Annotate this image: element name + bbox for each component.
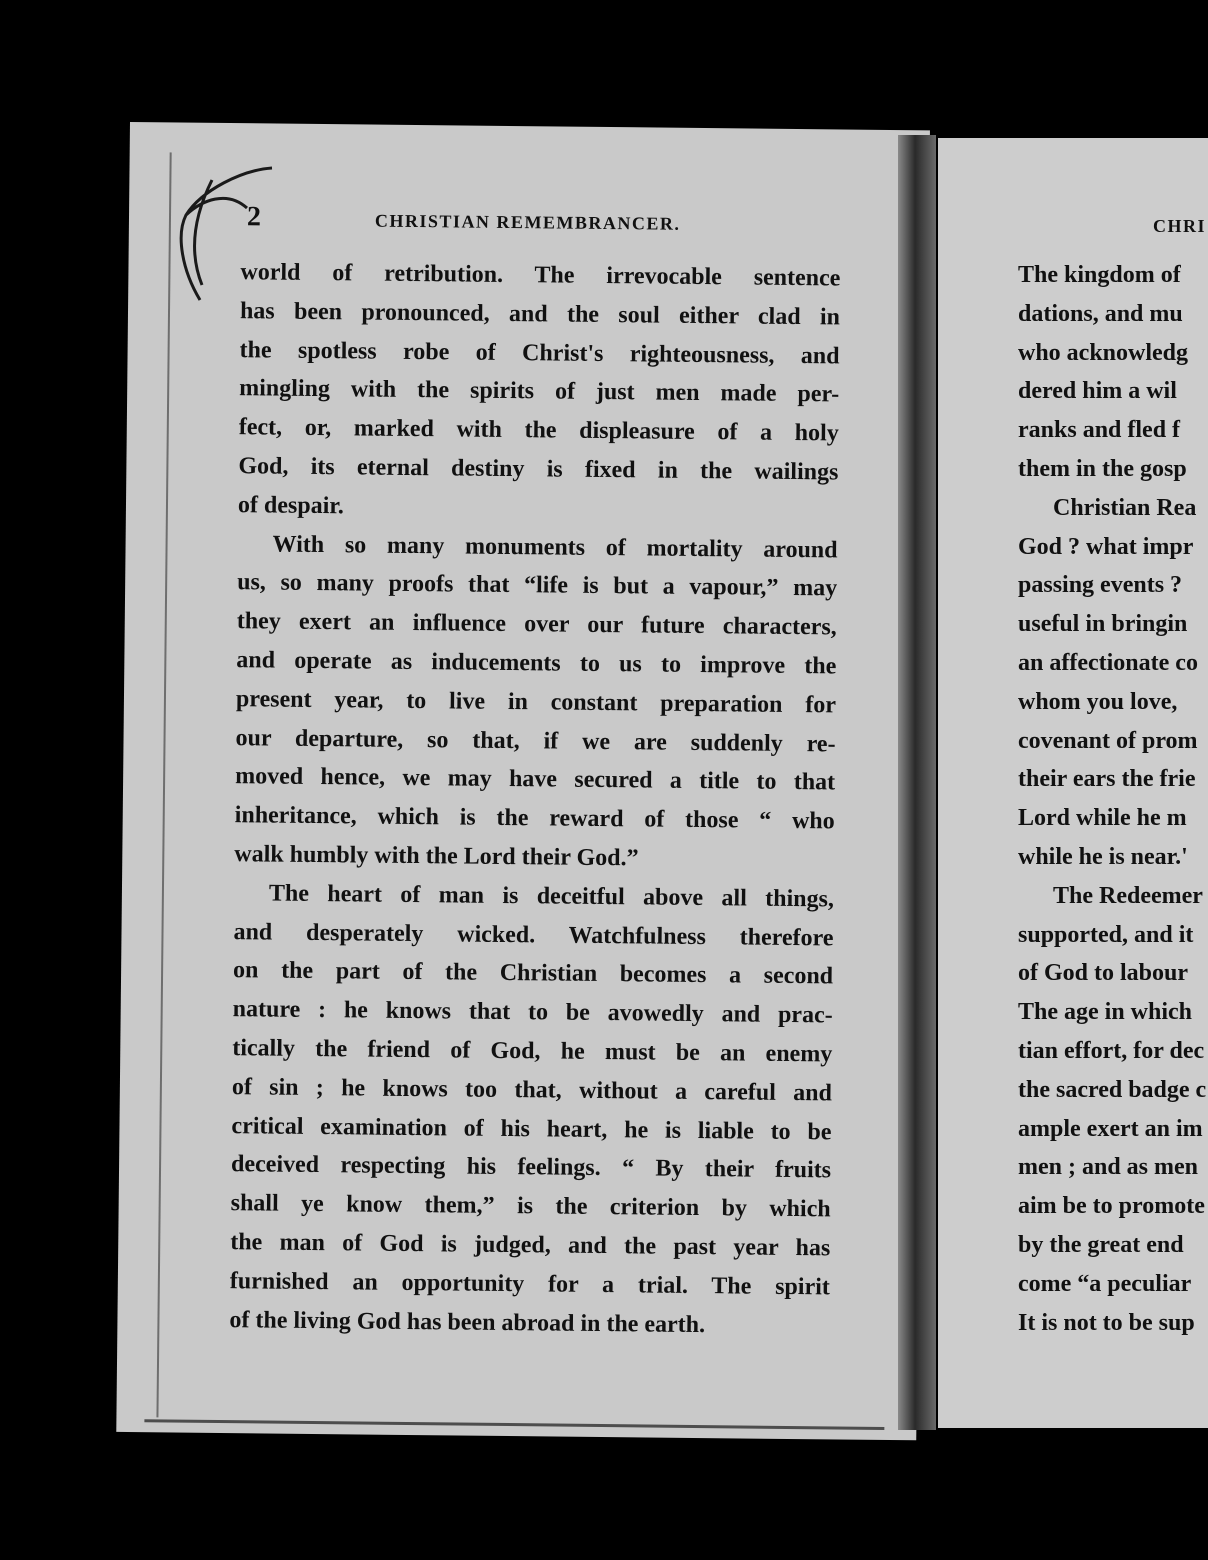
text-line: walk humbly with the Lord their God.” [234,841,639,872]
text-line: God, its eternal destiny is fixed in the wailings [238,453,839,486]
book-gutter [898,135,936,1430]
right-page [938,138,1208,1428]
text-line: by the great end [1018,1231,1184,1258]
page-margin-line [156,152,171,1417]
body-text [229,253,840,1346]
text-line: aim be to promote [1018,1193,1205,1220]
page-bottom-edge [144,1419,884,1430]
text-line: the spotless robe of Christ's righteousness, and [239,336,840,370]
text-line: an affectionate co [1018,649,1198,676]
left-page [116,122,930,1440]
text-line: the sacred badge c [1018,1076,1207,1103]
text-line: tically the friend of God, he must be an enemy [232,1035,833,1068]
right-running-head: CHRI [1153,216,1207,236]
text-line: on the part of the Christian becomes a second [232,957,834,990]
page-header [247,201,937,242]
text-line: whom you love, [1018,688,1178,715]
text-line: our departure, so that, if we are suddenly re- [235,724,836,757]
page-number: 2 [246,201,262,233]
text-line: while he is near.' [1018,843,1188,870]
text-line: moved hence, we may have secured a title to that [235,763,836,796]
text-line: shall ye know them,” is the criterion by which [230,1190,831,1223]
text-line: Christian Rea [1053,494,1197,521]
text-line: The heart of man is deceitful above all things, [268,880,835,913]
text-line: supported, and it [1018,921,1194,948]
text-line: dered him a wil [1018,378,1177,405]
text-line: With so many monuments of mortality around [272,531,838,564]
text-line: inheritance, which is the reward of those “ who [234,802,835,835]
text-line: useful in bringin [1018,611,1188,638]
text-line: The Redeemer [1053,882,1203,909]
text-line: The kingdom of [1018,262,1181,288]
text-line: nature : he knows that to be avowedly and prac- [232,996,833,1029]
text-line: men ; and as men [1018,1154,1199,1181]
text-line: of God to labour [1018,960,1189,987]
text-line: us, so many proofs that “life is but a vapour,” may [237,569,838,602]
text-line: and operate as inducements to us to improve the [236,647,837,680]
text-line: come “a peculiar [1018,1270,1192,1297]
text-line: covenant of prom [1018,727,1198,754]
text-line: deceived respecting his feelings. “ By their fruits [230,1151,832,1184]
text-line: and desperately wicked. Watchfulness therefore [233,918,834,951]
text-line: the man of God is judged, and the past year has [230,1229,831,1262]
text-line: present year, to live in constant preparation for [235,685,837,719]
text-line: Lord while he m [1018,805,1187,832]
text-line: dations, and mu [1018,300,1183,327]
text-line: God ? what impr [1018,533,1194,560]
text-line: of the living God has been abroad in the earth. [229,1306,706,1338]
text-line: passing events ? [1018,572,1183,599]
text-line: fect, or, marked with the displeasure of a holy [238,414,839,447]
right-body-text [1018,256,1208,1342]
text-line: world of retribution. The irrevocable sentence [240,259,841,292]
ink-scribble-icon [172,160,282,310]
text-line: furnished an opportunity for a trial. The spirit [229,1267,830,1301]
text-line: has been pronounced, and the soul either clad in [239,297,841,331]
text-line: It is not to be sup [1018,1309,1195,1336]
text-line: The age in which [1018,999,1193,1026]
text-line: ample exert an im [1018,1115,1203,1142]
text-line: who acknowledg [1018,339,1189,366]
running-head: CHRISTIAN REMEMBRANCER. [374,210,681,234]
text-line: of sin ; he knows too that, without a careful and [231,1073,833,1107]
text-line: their ears the frie [1018,766,1196,793]
text-line: of despair. [237,491,344,520]
text-line: tian effort, for dec [1018,1037,1205,1064]
text-line: them in the gosp [1018,455,1187,482]
text-line: critical examination of his heart, he is liable to be [231,1112,832,1145]
text-line: they exert an influence over our future characters, [236,608,837,641]
text-line: ranks and fled f [1018,417,1181,444]
text-line: mingling with the spirits of just men made per- [239,375,840,408]
